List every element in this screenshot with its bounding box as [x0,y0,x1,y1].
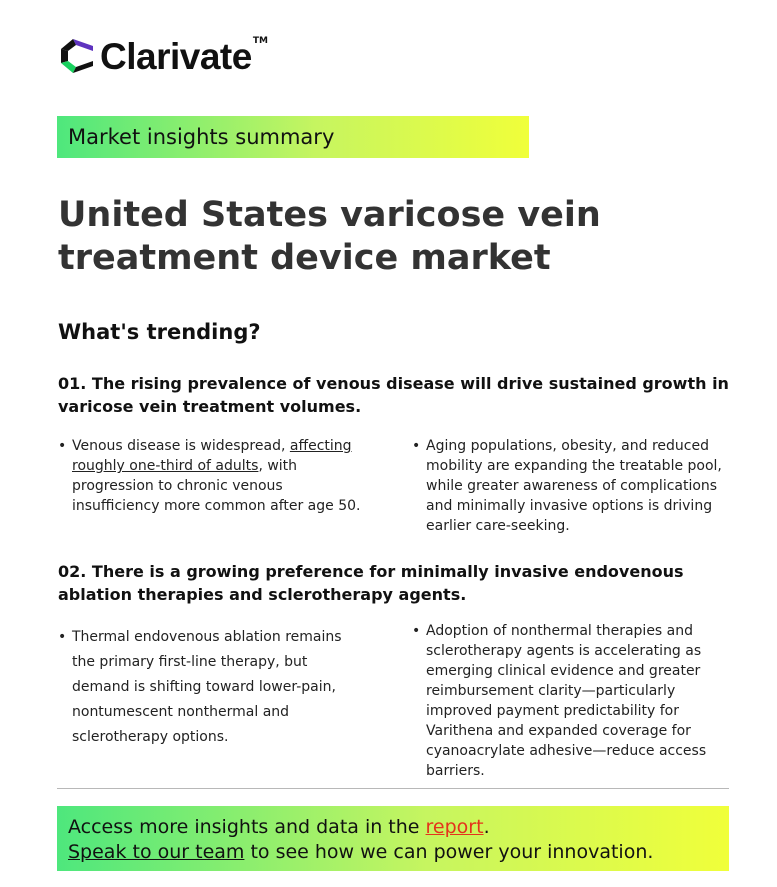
trademark-mark: TM [252,36,268,46]
section-heading: What's trending? [58,320,261,344]
point-1-title: 01. The rising prevalence of venous disease will drive sustained growth in varicose vein treatment volumes. [58,374,729,416]
point-1-left-list [58,436,368,516]
page-title: United States varicose vein treatment device market [58,195,601,278]
banner-label: Market insights summary [68,125,335,149]
cta-banner [57,806,729,871]
point-2-right-list [412,621,712,781]
brand-name: Clarivate [100,36,252,77]
point-1-left-bullet: • Venous disease is widespread, affecting roughly one-third of adults, with progression to chronic venous insufficiency more common after age 50. [58,436,368,516]
report-link[interactable]: report [425,816,484,838]
market-insights-banner [57,116,529,158]
point-1-right-list [412,436,724,536]
point-2-left-bullet: • Thermal endovenous ablation remains the primary first-line therapy, but demand is shifting toward lower-pain, nontumescent nonthermal and sclerotherapy options. [58,625,368,750]
point-2-title: 02. There is a growing preference for minimally invasive endovenous ablation therapies and sclerotherapy agents. [58,562,684,604]
divider [57,788,729,789]
point-2-left-list [58,625,368,750]
cta-line-1: Access more insights and data in the report. [68,816,490,838]
prevalence-link[interactable]: affecting roughly one-third of adults [72,438,352,474]
point-2-right-bullet: • Adoption of nonthermal therapies and sclerotherapy agents is accelerating as emerging clinical evidence and greater reimbursement clarity—particularly improved payment predictability for Varithena and expanded coverage for cyanoacrylate adhesive—reduce access barriers. [412,621,712,781]
clarivate-logo-icon [60,38,94,74]
cta-line-2: Speak to our team to see how we can power your innovation. [68,841,654,863]
clarivate-logo [60,36,268,76]
point-1-right-bullet: • Aging populations, obesity, and reduced mobility are expanding the treatable pool, while greater awareness of complications and minimally invasive options is driving earlier care-seeking. [412,436,724,536]
speak-to-team-link[interactable]: Speak to our team [68,841,245,863]
